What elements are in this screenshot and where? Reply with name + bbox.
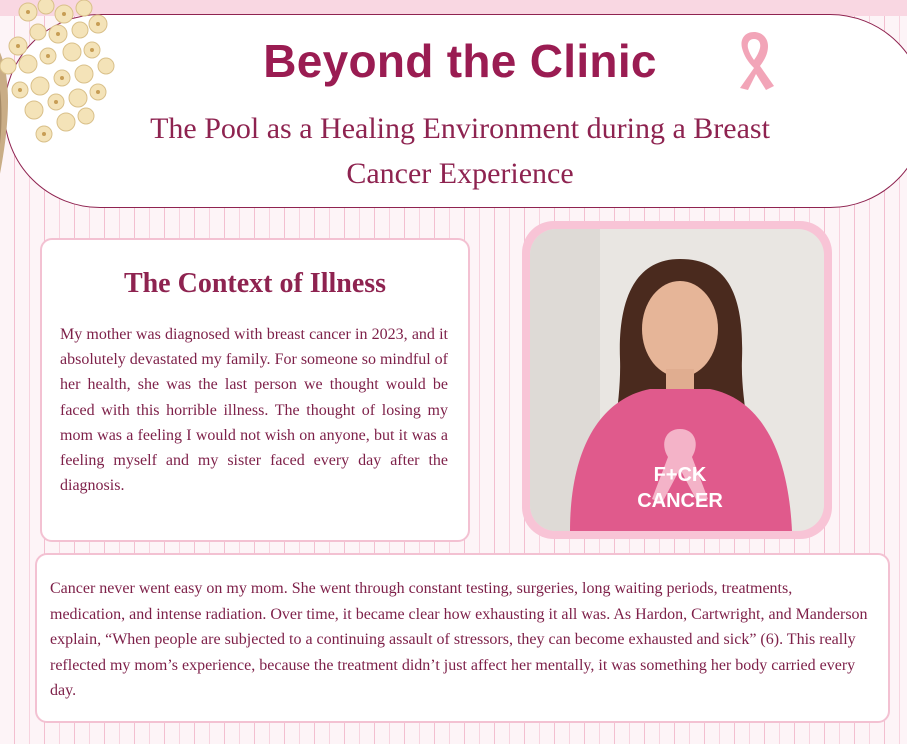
shirt-text-line1: F+CK bbox=[653, 464, 707, 486]
pink-ribbon-icon bbox=[726, 26, 782, 92]
section-body: My mother was diagnosed with breast cancer in 2023, and it absolutely devastated my family. For someone so mindful of her health, she was the last person we thought would be faced with this horrible illness. The thought of losing my mom was a feeling I would not wish on anyone, but it was a feeling myself and my sister faced every day after the diagnosis. bbox=[60, 326, 448, 495]
context-of-illness-card bbox=[40, 238, 470, 542]
section-heading: The Context of Illness bbox=[123, 268, 387, 299]
portrait-photo bbox=[530, 229, 824, 531]
experience-card bbox=[35, 553, 890, 723]
page-title: Beyond the Clinic bbox=[263, 35, 657, 87]
shirt-text-line2: CANCER bbox=[637, 490, 723, 512]
photo-frame bbox=[522, 221, 832, 539]
dried-flowers-decoration bbox=[0, 0, 128, 194]
experience-body: Cancer never went easy on my mom. She went through constant testing, surgeries, long waiting periods, treatments, medication, and intense radiation. Over time, it became clear how exhausting it all was. As Hardon, Cartwright, and Manderson explain, “When people are subjected to a continuing assault of stressors, they can become exhausted and sick” (6). This really reflected my mom’s experience, because the treatment didn’t just affect her mentally, it was something her body carried every day. bbox=[50, 580, 868, 699]
page-subtitle: The Pool as a Healing Environment during a Breast Cancer Experience bbox=[150, 112, 770, 190]
portrait-illustration bbox=[530, 229, 824, 531]
